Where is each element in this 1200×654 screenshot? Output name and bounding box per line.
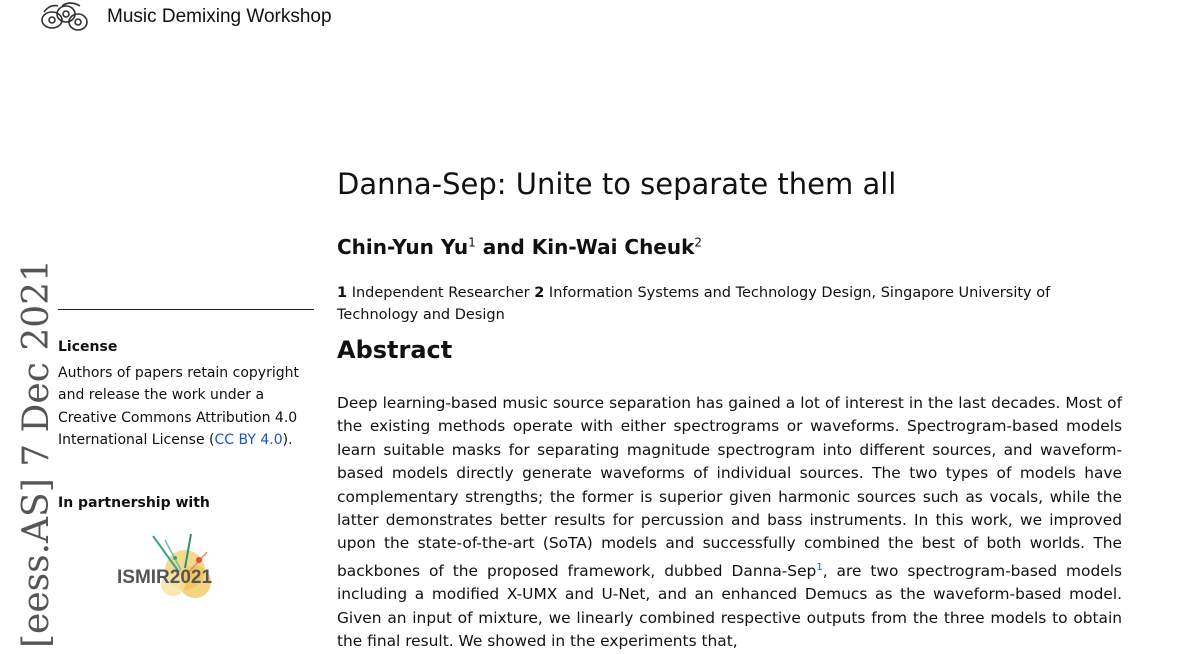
partnership-heading: In partnership with [58, 495, 210, 511]
author-2: Kin-Wai Cheuk [531, 235, 695, 259]
ismir-logo-text: ISMIR2021 [117, 567, 213, 588]
arxiv-stamp-text: [eess.AS] 7 Dec 2021 [16, 259, 57, 648]
affiliations [337, 282, 1127, 326]
affil-2: Information Systems and Technology Design, Singapore University of Technology and Design [337, 285, 1051, 323]
sidebar-divider [58, 309, 314, 310]
license-text [58, 362, 313, 451]
affil-1: Independent Researcher [347, 285, 535, 301]
affil-2-number: 2 [534, 285, 545, 301]
abstract-part-2: , are two spectrogram-based models including a modified X-UMX and U-Net, and an enhanced Demucs as the waveform-based model. Given an input of mixture, we linearly combined respective outputs from the three models to obtain the final result. We showed in the experiments that, [337, 561, 1122, 651]
author-2-affil-mark: 2 [694, 235, 703, 250]
license-heading: License [58, 339, 118, 355]
author-1-affil-mark: 1 [468, 235, 476, 250]
abstract-part-1: Deep learning-based music source separation has gained a lot of interest in the last decades. Most of the existing methods operate with either spectrograms or waveforms. Spectrogram-based models learn suitable masks for separating magnitude spectrogram into different sources, and waveform-based models directly generate waveforms of individual sources. The two types of models have complementary strengths; the former is superior given harmonic sources such as vocals, while the latter demonstrates better results for percussion and bass instruments. In this work, we improved upon the state-of-the-art (SoTA) models and successfully combined the best of both worlds. The backbones of the proposed framework, dubbed Danna-Sep [337, 394, 1122, 580]
paper-authors [337, 235, 702, 259]
license-text-part-2: ). [282, 431, 293, 448]
paper-title: Danna-Sep: Unite to separate them all [337, 167, 897, 201]
abstract-heading: Abstract [337, 336, 453, 364]
license-link[interactable]: CC BY 4.0 [214, 431, 283, 448]
license-text-part-1: Authors of papers retain copyright and release the work under a Creative Commons Attribution 4.0 International License ( [58, 365, 299, 448]
workshop-name: Music Demixing Workshop [107, 6, 332, 27]
author-separator: and [475, 235, 532, 259]
footnote-link[interactable]: 1 [816, 561, 823, 573]
workshop-logo-icon [38, 0, 92, 36]
affil-1-number: 1 [337, 285, 348, 301]
abstract-text [337, 392, 1122, 654]
author-1: Chin-Yun Yu [337, 235, 469, 259]
